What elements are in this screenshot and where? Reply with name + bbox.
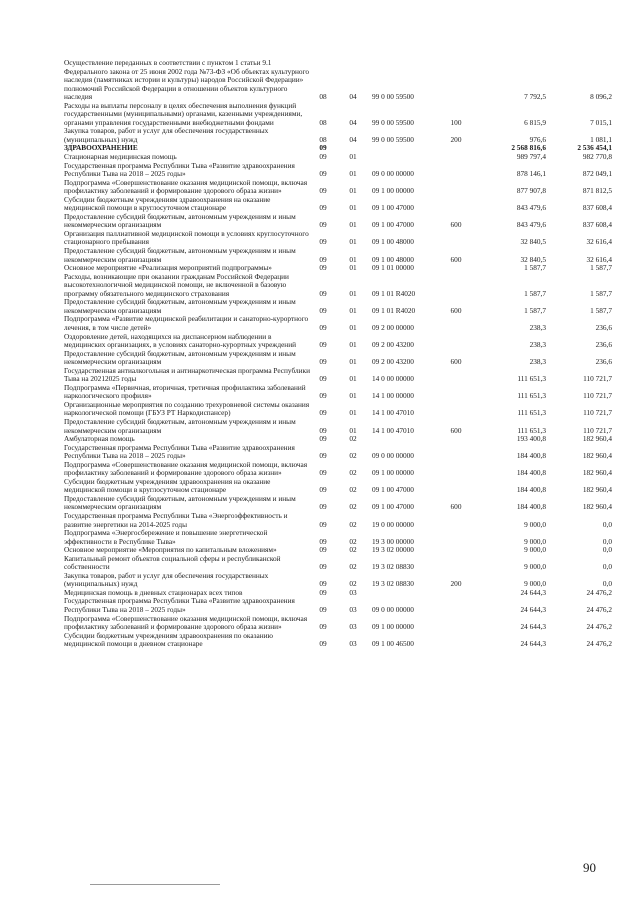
row-amount-year-1: 111 651,3 <box>517 391 546 401</box>
row-amount-year-1: 24 644,3 <box>520 587 546 597</box>
table-row <box>64 247 612 264</box>
row-section: 09 <box>319 322 327 332</box>
row-target-article: 09 1 00 48000 <box>372 254 414 264</box>
row-amount-year-1: 843 479,6 <box>516 220 546 230</box>
row-amount-year-2: 0,0 <box>602 562 612 572</box>
row-section: 09 <box>319 391 327 401</box>
row-amount-year-1: 878 146,1 <box>516 169 546 179</box>
budget-table-body <box>64 59 612 649</box>
row-target-article: 09 1 00 00000 <box>372 622 414 632</box>
row-expense-type <box>444 144 468 153</box>
row-name: Капитальный ремонт объектов социальной сферы и республиканской собственности <box>64 553 281 572</box>
row-amount-year-1: 111 651,3 <box>517 425 546 435</box>
row-expense-type: 600 <box>450 425 462 435</box>
row-section: 08 <box>319 134 327 144</box>
row-subsection: 01 <box>349 357 357 367</box>
row-target-article: 09 1 01 R4020 <box>372 305 416 315</box>
row-section: 09 <box>319 374 327 384</box>
table-row <box>64 512 612 529</box>
row-amount-year-2: 8 096,2 <box>590 92 612 102</box>
row-target-article: 19 3 02 08830 <box>372 562 414 572</box>
row-amount-year-1: 1 587,7 <box>524 288 546 298</box>
row-name: Расходы на выплаты персоналу в целях обеспечения выполнения функций государственными (муниципальными) органами, казенными учреждениями, органами управления государственными внебюджетными фондами <box>64 100 303 127</box>
row-amount-year-2: 837 608,4 <box>582 220 612 230</box>
row-name: Амбулаторная помощь <box>64 434 135 444</box>
row-amount-year-2: 871 812,5 <box>582 186 612 196</box>
row-name: Организация паллиативной медицинской помощи в условиях круглосуточного стационарного пребывания <box>64 228 309 247</box>
row-target-article: 99 0 00 59500 <box>372 92 414 102</box>
table-row <box>64 213 612 230</box>
row-amount-year-1: 6 815,9 <box>524 117 546 127</box>
row-expense-type <box>444 384 468 401</box>
row-amount-year-2: 236,6 <box>595 340 612 350</box>
row-amount-year-1: 1 587,7 <box>524 263 546 273</box>
row-amount-year-1: 238,3 <box>529 340 546 350</box>
row-target-article: 09 1 01 00000 <box>372 263 414 273</box>
table-row <box>64 418 612 435</box>
row-expense-type <box>444 512 468 529</box>
row-section: 09 <box>319 536 327 546</box>
row-name: Субсидии бюджетным учреждениям здравоохранения по оказанию медицинской помощи в дневном стационаре <box>64 630 273 649</box>
row-amount-year-1: 24 644,3 <box>520 605 546 614</box>
row-section: 09 <box>319 519 327 529</box>
row-expense-type <box>444 153 468 162</box>
row-expense-type <box>444 162 468 179</box>
row-expense-type <box>444 615 468 632</box>
row-amount-year-2: 0,0 <box>602 536 612 546</box>
row-target-article: 14 0 00 00000 <box>372 374 414 384</box>
row-amount-year-2: 182 960,4 <box>582 468 612 478</box>
row-subsection: 01 <box>349 254 357 264</box>
row-target-article: 09 1 00 00000 <box>372 186 414 196</box>
row-name: Государственная антиалкогольная и антинаркотическая программа Республики Тыва на 20212025 годы <box>64 365 310 384</box>
row-amount-year-1: 9 000,0 <box>524 519 546 529</box>
row-amount-year-1: 9 000,0 <box>524 579 546 589</box>
row-subsection: 03 <box>349 605 357 614</box>
row-expense-type <box>444 59 468 102</box>
row-amount-year-1: 877 907,8 <box>516 186 546 196</box>
row-expense-type <box>444 597 468 614</box>
row-name: Государственная программа Республики Тыва «Развитие здравоохранения Республики Тыва на 2018 – 2025 годы» <box>64 442 295 461</box>
row-expense-type <box>444 632 468 649</box>
row-section: 09 <box>319 169 327 179</box>
row-target-article: 09 1 00 48000 <box>372 237 414 247</box>
row-name: Подпрограмма «Совершенствование оказания медицинской помощи, включая профилактику заболеваний и формирование здорового образа жизни» <box>64 177 308 196</box>
row-subsection: 01 <box>349 288 357 298</box>
row-subsection: 01 <box>349 408 357 418</box>
row-name: Основное мероприятие «Мероприятия по капитальным вложениям» <box>64 545 277 555</box>
row-expense-type <box>444 273 468 299</box>
table-row <box>64 333 612 350</box>
row-target-article: 09 2 00 43200 <box>372 340 414 350</box>
row-name: Подпрограмма «Совершенствование оказания медицинской помощи, включая профилактику заболеваний и формирование здорового образа жизни» <box>64 613 308 632</box>
row-subsection: 02 <box>349 536 357 546</box>
row-subsection: 02 <box>349 545 357 555</box>
row-expense-type <box>444 478 468 495</box>
row-amount-year-1: 184 400,8 <box>516 451 546 461</box>
row-amount-year-2: 872 049,1 <box>582 169 612 179</box>
row-amount-year-1: 111 651,3 <box>517 374 546 384</box>
row-target-article: 14 1 00 47010 <box>372 408 414 418</box>
row-target-article: 09 1 00 00000 <box>372 468 414 478</box>
row-amount-year-2: 1 587,7 <box>590 263 612 273</box>
row-expense-type: 600 <box>450 305 462 315</box>
row-section: 09 <box>319 143 327 153</box>
row-section: 09 <box>319 357 327 367</box>
row-target-article: 19 3 00 00000 <box>372 536 414 546</box>
row-subsection: 04 <box>349 92 357 102</box>
row-amount-year-2: 110 721,7 <box>583 391 612 401</box>
row-name: Предоставление субсидий бюджетным, автономным учреждениям и иным некоммерческим организациям <box>64 297 296 315</box>
row-target-article: 19 3 02 00000 <box>372 545 414 555</box>
row-subsection: 01 <box>349 374 357 384</box>
row-section: 09 <box>319 263 327 273</box>
row-section: 09 <box>319 152 327 162</box>
row-section: 08 <box>319 92 327 102</box>
table-row <box>64 384 612 401</box>
row-subsection: 02 <box>349 485 357 495</box>
row-target-article <box>372 153 444 162</box>
table-row <box>64 367 612 384</box>
row-name: Государственная программа Республики Тыва «Энергоэффективность и развитие энергетики на 2014-2025 годы <box>64 510 288 529</box>
row-amount-year-2: 1 081,1 <box>590 134 612 144</box>
row-subsection: 02 <box>349 468 357 478</box>
row-amount-year-2: 110 721,7 <box>583 408 612 418</box>
table-row <box>64 478 612 495</box>
row-section: 09 <box>319 220 327 230</box>
row-amount-year-2: 236,6 <box>595 357 612 367</box>
row-subsection: 02 <box>349 519 357 529</box>
row-subsection: 01 <box>349 322 357 332</box>
row-amount-year-2: 1 587,7 <box>590 305 612 315</box>
row-amount-year-2: 0,0 <box>602 545 612 555</box>
row-amount-year-2: 0,0 <box>602 579 612 589</box>
row-name: Оздоровление детей, находящихся на диспансерном наблюдении в медицинских организациях, в условиях санаторно-курортных учреждений <box>64 331 297 350</box>
row-section: 09 <box>319 288 327 298</box>
row-subsection: 01 <box>349 340 357 350</box>
row-subsection: 01 <box>349 305 357 315</box>
table-row <box>64 444 612 461</box>
row-name: Организационные мероприятия по созданию трехуровневой системы оказания наркологической помощи (ГБУЗ РТ Наркодиспансер) <box>64 399 310 418</box>
row-amount-year-2: 24 476,2 <box>586 639 612 649</box>
row-name: Субсидии бюджетным учреждениям здравоохранения на оказание медицинской помощи в круглосуточном стационаре <box>64 194 271 213</box>
table-row <box>64 495 612 512</box>
row-amount-year-2: 24 476,2 <box>586 605 612 614</box>
row-target-article: 09 1 00 47000 <box>372 485 414 495</box>
row-expense-type: 600 <box>450 357 462 367</box>
row-expense-type <box>444 589 468 598</box>
row-name: Закупка товаров, работ и услуг для обеспечения государственных (муниципальных) нужд <box>64 126 269 144</box>
table-row <box>64 127 612 144</box>
row-name: Осуществление переданных в соответствии с пунктом 1 статьи 9.1 Федерального закона от 25 июня 2002 года №73-ФЗ «Об объектах культурного наследия (памятниках истории и культуры) народов Российской Федерации» полномочий Российской Федерации в отношении объектов культурного наследия <box>64 58 309 102</box>
row-subsection: 02 <box>349 562 357 572</box>
row-amount-year-1: 9 000,0 <box>524 536 546 546</box>
row-amount-year-1: 32 840,5 <box>520 254 546 264</box>
row-amount-year-2: 110 721,7 <box>583 374 612 384</box>
row-section: 09 <box>319 545 327 555</box>
row-expense-type <box>444 555 468 572</box>
row-section: 09 <box>319 425 327 435</box>
row-target-article: 09 1 01 R4020 <box>372 288 416 298</box>
row-name: Медицинская помощь в дневных стационарах всех типов <box>64 587 243 597</box>
row-subsection: 02 <box>349 434 357 444</box>
row-amount-year-2: 182 960,4 <box>582 502 612 512</box>
table-row <box>64 555 612 572</box>
row-section: 09 <box>319 502 327 512</box>
row-amount-year-1: 1 587,7 <box>524 305 546 315</box>
row-subsection: 01 <box>349 237 357 247</box>
row-amount-year-1: 32 840,5 <box>520 237 546 247</box>
row-amount-year-2: 110 721,7 <box>583 425 612 435</box>
row-section: 09 <box>319 186 327 196</box>
row-expense-type <box>444 264 468 273</box>
row-section: 09 <box>319 203 327 213</box>
row-amount-year-2: 236,6 <box>595 322 612 332</box>
row-name: Закупка товаров, работ и услуг для обеспечения государственных (муниципальных) нужд <box>64 570 269 589</box>
row-target-article <box>372 144 444 153</box>
row-subsection: 02 <box>349 579 357 589</box>
row-subsection: 02 <box>349 451 357 461</box>
table-row <box>64 615 612 632</box>
row-target-article: 99 0 00 59500 <box>372 117 414 127</box>
row-subsection: 01 <box>349 203 357 213</box>
row-target-article: 09 1 00 47000 <box>372 203 414 213</box>
row-expense-type <box>444 367 468 384</box>
row-target-article: 09 1 00 47000 <box>372 220 414 230</box>
row-section: 09 <box>319 605 327 614</box>
row-amount-year-1: 184 400,8 <box>516 502 546 512</box>
row-amount-year-2: 32 616,4 <box>586 254 612 264</box>
row-subsection: 01 <box>349 220 357 230</box>
row-section: 09 <box>319 562 327 572</box>
row-target-article: 19 0 00 00000 <box>372 519 414 529</box>
table-row <box>64 162 612 179</box>
row-name: Предоставление субсидий бюджетным, автономным учреждениям и иным некоммерческим организациям <box>64 211 296 230</box>
row-subsection: 03 <box>349 587 357 597</box>
table-row <box>64 230 612 247</box>
table-row <box>64 102 612 128</box>
table-row <box>64 273 612 299</box>
row-section: 09 <box>319 468 327 478</box>
table-row <box>64 632 612 649</box>
row-amount-year-2: 1 587,7 <box>590 288 612 298</box>
row-name: Предоставление субсидий бюджетным, автономным учреждениям и иным некоммерческим организациям <box>64 348 296 367</box>
row-expense-type <box>444 315 468 332</box>
row-amount-year-2: 24 476,2 <box>586 587 612 597</box>
row-name: Предоставление субсидий бюджетным, автономным учреждениям и иным некоммерческим организациям <box>64 246 296 264</box>
row-section: 09 <box>319 408 327 418</box>
row-amount-year-1: 843 479,6 <box>516 203 546 213</box>
row-amount-year-2: 982 770,8 <box>582 152 612 162</box>
row-expense-type <box>444 230 468 247</box>
row-expense-type: 600 <box>450 502 462 512</box>
row-expense-type <box>444 196 468 213</box>
row-amount-year-1: 2 568 816,6 <box>511 143 546 153</box>
row-expense-type: 200 <box>450 134 462 144</box>
row-expense-type <box>444 179 468 196</box>
row-expense-type: 600 <box>450 254 462 264</box>
row-section: 09 <box>319 485 327 495</box>
row-name: Подпрограмма «Совершенствование оказания медицинской помощи, включая профилактику заболеваний и формирование здорового образа жизни» <box>64 459 308 478</box>
row-name: Государственная программа Республики Тыва «Развитие здравоохранения Республики Тыва на 2018 – 2025 годы» <box>64 596 295 614</box>
row-section: 09 <box>319 639 327 649</box>
row-target-article: 09 0 00 00000 <box>372 451 414 461</box>
scan-artifact-line <box>90 884 220 885</box>
row-target-article: 09 2 00 43200 <box>372 357 414 367</box>
row-name: Подпрограмма «Энергосбережение и повышение энергетической эффективности в Республике Тыва» <box>64 528 268 546</box>
row-section: 09 <box>319 305 327 315</box>
row-target-article: 09 1 00 46500 <box>372 639 414 649</box>
row-name: Основное мероприятие «Реализация мероприятий подпрограммы» <box>64 263 272 273</box>
row-name: Предоставление субсидий бюджетным, автономным учреждениям и иным некоммерческим организациям <box>64 416 296 435</box>
row-amount-year-2: 0,0 <box>602 519 612 529</box>
table-row <box>64 179 612 196</box>
row-name: Государственная программа Республики Тыва «Развитие здравоохранения Республики Тыва на 2018 – 2025 годы» <box>64 160 295 179</box>
row-target-article: 09 1 00 47000 <box>372 502 414 512</box>
row-amount-year-1: 238,3 <box>529 357 546 367</box>
row-name: Подпрограмма «Развитие медицинской реабилитации и санаторно-курортного лечения, в том числе детей» <box>64 314 309 332</box>
page-number: 90 <box>583 860 596 875</box>
row-subsection: 01 <box>349 263 357 273</box>
row-section: 09 <box>319 434 327 444</box>
row-expense-type: 600 <box>450 220 462 230</box>
row-amount-year-2: 32 616,4 <box>586 237 612 247</box>
row-name: Подпрограмма «Первичная, вторичная, третичная профилактика заболеваний наркологического профиля» <box>64 382 306 401</box>
table-row <box>64 529 612 546</box>
row-name: ЗДРАВООХРАНЕНИЕ <box>64 143 138 153</box>
row-name: Стационарная медицинская помощь <box>64 152 177 162</box>
table-row <box>64 59 612 102</box>
row-target-article: 14 1 00 00000 <box>372 391 414 401</box>
row-expense-type <box>444 401 468 418</box>
row-target-article: 09 0 00 00000 <box>372 605 414 614</box>
row-expense-type <box>444 444 468 461</box>
table-row <box>64 572 612 589</box>
row-subsection: 03 <box>349 639 357 649</box>
row-subsection: 01 <box>349 425 357 435</box>
row-amount-year-1: 976,6 <box>529 134 546 144</box>
row-expense-type <box>444 435 468 444</box>
row-amount-year-2: 182 960,4 <box>582 434 612 444</box>
row-target-article <box>372 435 444 444</box>
table-row <box>64 350 612 367</box>
row-target-article: 99 0 00 59500 <box>372 134 414 144</box>
row-amount-year-2: 182 960,4 <box>582 451 612 461</box>
row-expense-type <box>444 546 468 555</box>
row-expense-type: 100 <box>450 117 462 127</box>
table-row <box>64 401 612 418</box>
row-section: 09 <box>319 451 327 461</box>
row-amount-year-2: 182 960,4 <box>582 485 612 495</box>
budget-table <box>64 59 612 649</box>
row-subsection: 03 <box>349 622 357 632</box>
table-row <box>64 298 612 315</box>
row-target-article: 19 3 02 08830 <box>372 579 414 589</box>
row-amount-year-2: 2 536 454,1 <box>577 143 612 153</box>
row-amount-year-1: 238,3 <box>529 322 546 332</box>
row-section: 09 <box>319 254 327 264</box>
row-amount-year-1: 184 400,8 <box>516 468 546 478</box>
row-subsection: 01 <box>349 152 357 162</box>
row-amount-year-1: 111 651,3 <box>517 408 546 418</box>
row-expense-type <box>444 529 468 546</box>
row-amount-year-1: 989 797,4 <box>516 152 546 162</box>
row-section: 09 <box>319 622 327 632</box>
row-amount-year-1: 9 000,0 <box>524 562 546 572</box>
table-row <box>64 315 612 332</box>
row-section: 08 <box>319 117 327 127</box>
row-expense-type <box>444 333 468 350</box>
row-amount-year-2: 7 015,1 <box>590 117 612 127</box>
row-subsection: 01 <box>349 391 357 401</box>
row-amount-year-1: 7 792,5 <box>524 92 546 102</box>
table-row <box>64 196 612 213</box>
row-target-article: 14 1 00 47010 <box>372 425 414 435</box>
table-row <box>64 597 612 614</box>
row-expense-type: 200 <box>450 579 462 589</box>
row-amount-year-1: 24 644,3 <box>520 622 546 632</box>
row-amount-year-1: 9 000,0 <box>524 545 546 555</box>
row-expense-type <box>444 461 468 478</box>
row-section: 09 <box>319 237 327 247</box>
row-section: 09 <box>319 587 327 597</box>
row-amount-year-1: 24 644,3 <box>520 639 546 649</box>
row-name: Расходы, возникающие при оказании гражданам Российской Федерации высокотехнологичной медицинской помощи, не включенной в базовую программу обязательного медицинского страхования <box>64 271 289 298</box>
row-target-article <box>372 589 444 598</box>
row-target-article: 09 0 00 00000 <box>372 169 414 179</box>
row-amount-year-1: 184 400,8 <box>516 485 546 495</box>
row-amount-year-1: 193 400,8 <box>516 434 546 444</box>
table-row <box>64 461 612 478</box>
row-name: Предоставление субсидий бюджетным, автономным учреждениям и иным некоммерческим организациям <box>64 493 296 512</box>
row-subsection: 04 <box>349 117 357 127</box>
row-target-article: 09 2 00 00000 <box>372 322 414 332</box>
row-subsection: 01 <box>349 186 357 196</box>
row-subsection: 02 <box>349 502 357 512</box>
row-amount-year-2: 837 608,4 <box>582 203 612 213</box>
row-section: 09 <box>319 340 327 350</box>
row-subsection: 04 <box>349 134 357 144</box>
row-subsection: 01 <box>349 169 357 179</box>
row-amount-year-2: 24 476,2 <box>586 622 612 632</box>
row-section: 09 <box>319 579 327 589</box>
row-name: Субсидии бюджетным учреждениям здравоохранения на оказание медицинской помощи в круглосуточном стационаре <box>64 476 271 495</box>
